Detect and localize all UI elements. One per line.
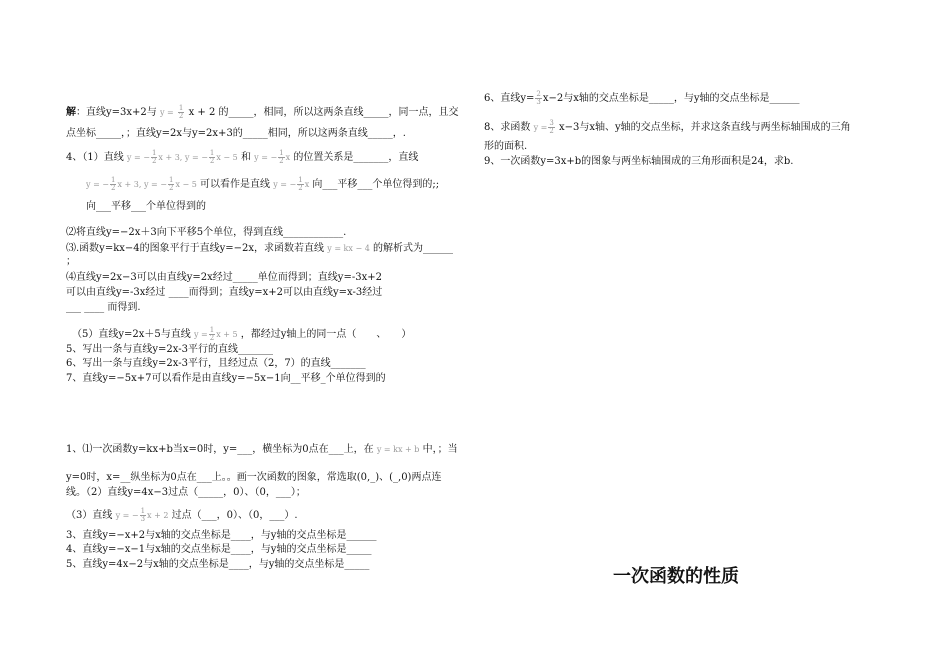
jie-label: 解 <box>66 107 76 118</box>
q4-line-1: 4、（1）直线 y = − $\frac{1}{2}$ x + 3, y = − $\frac{1}{2}$ x − 5 和 y = − $\frac{1}{2}$ x 的位置关系是_______，直线 <box>66 149 419 165</box>
r-q8: 8、求函数 y = $\frac{3}{2}$ x−3与x轴、y轴的交点坐标，并求这条直线与两坐标轴围成的三角 <box>484 119 851 135</box>
b-line-1: 1、⑴一次函数y=kx+b当x=0时，y=___，横坐标为0点在___上，在 y = kx + b 中，；当 <box>66 444 458 455</box>
jie-line-2: 点坐标_____，；直线y=2x与y=2x+3的_____相同，所以这两条直线_____，. <box>66 128 406 139</box>
r-q9: 9、一次函数y=3x+b的图象与两坐标轴围成的三角形面积是24，求b. <box>484 156 794 167</box>
b-line-7: 5、直线y=4x−2与x轴的交点坐标是____，与y轴的交点坐标是_____ <box>66 559 370 570</box>
b-line-3: 线。（2）直线y=4x−3过点（_____，0）、（0，___）； <box>66 487 306 498</box>
b-line-6: 4、直线y=−x−1与x轴的交点坐标是____，与y轴的交点坐标是_____ <box>66 544 372 555</box>
q4-line-4: ⑵将直线y=−2x＋3向下平移5个单位，得到直线____________. <box>66 227 347 238</box>
q4-line-9: （5）直线y=2x＋5与直线 y = $\frac{1}{2}$ x + 5 ，都经过y轴上的同一点（ 、 ） <box>72 326 412 342</box>
q4-line-5: ⑶.函数y=kx−4的图象平行于直线y=−2x，求函数若直线 y = kx − 4 的解析式为______ <box>66 243 453 254</box>
q7: 7、直线y=−5x+7可以看作是由直线y=−5x−1向__平移_个单位得到的 <box>66 373 386 384</box>
q4-line-6: ⑷直线y=2x−3可以由直线y=2x经过_____单位而得到；直线y=-3x+2 <box>66 272 382 283</box>
r-q6: 6、直线y= $\frac{2}{3}$ x−2与x轴的交点坐标是_____，与y轴的交点坐标是______ <box>484 90 800 106</box>
q4-line-8: ___ ____ 而得到. <box>66 302 141 313</box>
q6: 6、写出一条与直线y=2x-3平行，且经过点（2，7）的直线_______ <box>66 358 366 369</box>
q5: 5、写出一条与直线y=2x-3平行的直线_______ <box>66 344 273 355</box>
q4-line-7: 可以由直线y=-3x经过 ____而得到；直线y=x+2可以由直线y=x-3经过 <box>66 287 383 298</box>
page-title: 一次函数的性质 <box>613 566 739 587</box>
fraction: $\frac{1}{2}$ <box>178 104 184 120</box>
jie-line-1: 解：直线y=3x+2与 y = $\frac{1}{2}$ x + 2 的_____，相同，所以这两条直线_____，同一点，且交 <box>66 104 459 120</box>
b-line-5: 3、直线y=−x+2与x轴的交点坐标是____，与y轴的交点坐标是______ <box>66 530 377 541</box>
b-line-4: （3）直线 y = − $\frac{1}{3}$ x + 2 过点（___，0）、（0，___）. <box>66 507 298 523</box>
q4-line-5c: ； <box>66 256 76 267</box>
r-q8c: 形的面积. <box>484 141 528 152</box>
q4-line-3: 向___平移___个单位得到的 <box>86 201 206 212</box>
b-line-2: y=0时，x=__纵坐标为0点在___上。。画一次函数的图象，常选取(0,_)、(_,0)两点连 <box>66 472 442 483</box>
q4-line-2: y = − $\frac{1}{2}$ x + 3, y = − $\frac{1}{2}$ x − 5 可以看作是直线 y = − $\frac{1}{2}$ x 向___平移___个单位得到的;; <box>86 176 440 192</box>
